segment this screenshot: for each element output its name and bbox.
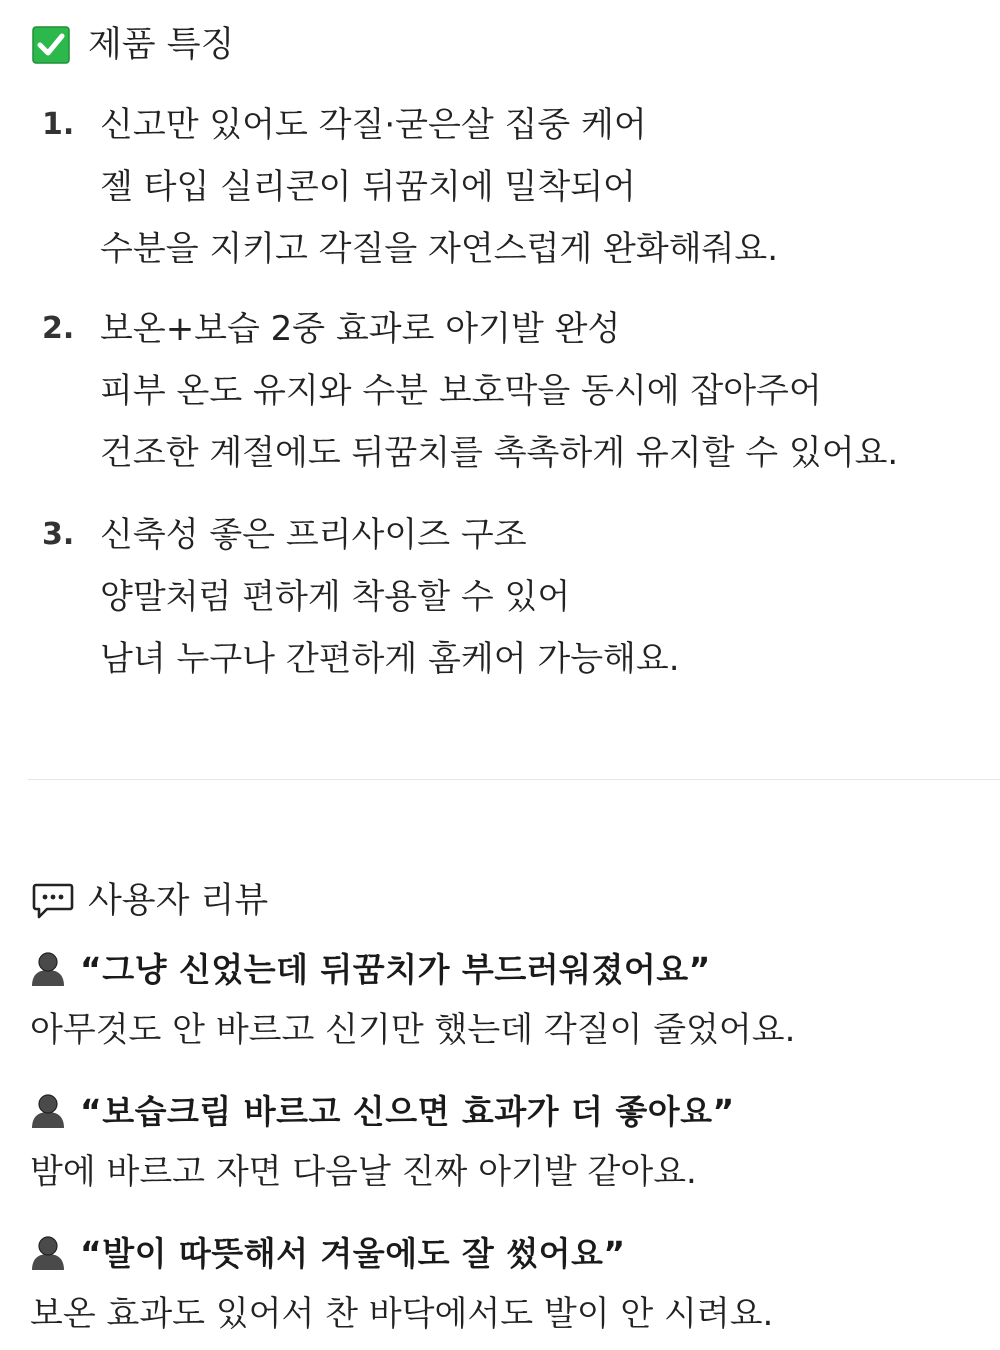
feature-line: 건조한 계절에도 뒤꿈치를 촉촉하게 유지할 수 있어요. xyxy=(100,433,899,473)
feature-headline: 신고만 있어도 각질·굳은살 집중 케어 xyxy=(100,105,647,145)
reviews-title: 사용자 리뷰 xyxy=(88,880,269,921)
feature-line: 젤 타입 실리콘이 뒤꿈치에 밀착되어 xyxy=(100,167,636,207)
feature-headline: 보온+보습 2중 효과로 아기발 완성 xyxy=(100,309,621,349)
features-title: 제품 특징 xyxy=(88,24,235,65)
person-silhouette-icon xyxy=(30,1233,66,1271)
person-silhouette-icon xyxy=(30,1091,66,1129)
feature-number: 2. xyxy=(42,311,75,346)
review-body: 보온 효과도 있어서 찬 바닥에서도 발이 안 시려요. xyxy=(30,1294,774,1334)
speech-bubble-icon xyxy=(32,882,74,920)
review-quote: “그냥 신었는데 뒤꿈치가 부드러워졌어요” xyxy=(80,950,711,989)
feature-number: 3. xyxy=(42,517,75,552)
review-quote: “발이 따뜻해서 겨울에도 잘 썼어요” xyxy=(80,1234,626,1273)
feature-line: 양말처럼 편하게 착용할 수 있어 xyxy=(100,577,571,617)
feature-number: 1. xyxy=(42,107,75,142)
features-heading xyxy=(32,26,234,64)
feature-headline: 신축성 좋은 프리사이즈 구조 xyxy=(100,515,527,555)
review-quote: “보습크림 바르고 신으면 효과가 더 좋아요” xyxy=(80,1092,735,1131)
review-body: 아무것도 안 바르고 신기만 했는데 각질이 줄었어요. xyxy=(30,1010,796,1050)
feature-line: 수분을 지키고 각질을 자연스럽게 완화해줘요. xyxy=(100,229,779,269)
section-divider xyxy=(28,779,1000,780)
person-silhouette-icon xyxy=(30,949,66,987)
feature-line: 남녀 누구나 간편하게 홈케어 가능해요. xyxy=(100,639,680,679)
check-mark-button-icon xyxy=(32,26,70,64)
review-body: 밤에 바르고 자면 다음날 진짜 아기발 같아요. xyxy=(30,1152,697,1192)
reviews-heading xyxy=(32,882,268,920)
feature-line: 피부 온도 유지와 수분 보호막을 동시에 잡아주어 xyxy=(100,371,822,411)
